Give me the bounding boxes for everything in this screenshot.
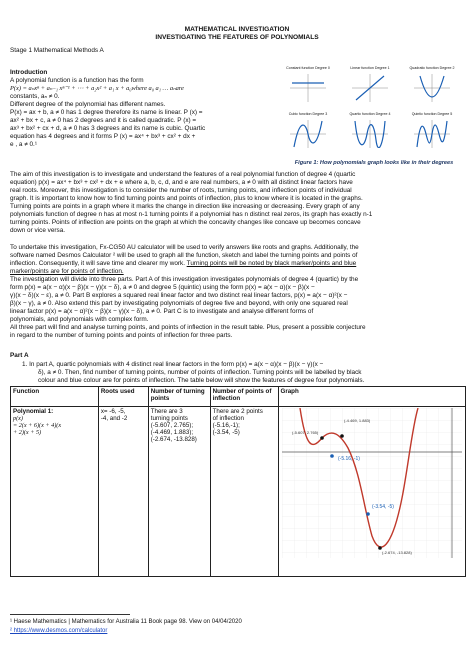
- para-line: form p(x) = a(x − α)(x − β)(x − γ)(x − δ), a ≠ 0 and degree 5 (quintic) using the form p(x) = a(x − α)(x − β)(x −: [10, 284, 315, 291]
- inflection-line: (-5.16,-1);: [212, 422, 240, 429]
- para-line: The aim of this investigation is to investigate and understand the features of a real polynomial function of degree 4 (quartic: [10, 171, 356, 178]
- para-line: graph. It is important to know how to find turning points and points of inflection, plus to know where it is located in the graphs.: [10, 195, 363, 202]
- cell-turning: [148, 407, 210, 577]
- graph-label-ip2: (-3.54, -5): [372, 504, 394, 510]
- panel-quadratic: [406, 66, 458, 102]
- para-line: 1. In part A, quartic polynomials with 4 distinct real linear factors in the form p(x) = a(x − α)(x − β)(x − γ)(x −: [22, 361, 324, 368]
- panel-label: Quartic function Degree 4: [349, 112, 391, 116]
- footnote-2-link[interactable]: ² https://www.desmos.com/calculator: [10, 628, 108, 634]
- header-graph: Graph: [278, 387, 466, 407]
- panel-label: Quintic function Degree 5: [411, 112, 453, 116]
- cell-inflection: [210, 407, 278, 577]
- stage-label: Stage 1 Mathematical Methods A: [10, 47, 104, 54]
- intro-line: equation has 4 degrees and it forms P (x) = ax⁴ + bx³ + cx² + dx +: [10, 133, 196, 140]
- turning-point-marker: [340, 434, 344, 438]
- para-line: polynomials function of degree n has at most n-1 turning points if a polynomial has n distinct real zeros, its graph has exactly n-1: [10, 211, 373, 218]
- panel-cubic: [282, 112, 334, 148]
- intro-line: Different degree of the polynomial has different names.: [10, 101, 166, 108]
- panel-label: Cubic function Degree 3: [288, 112, 328, 116]
- graph-label-tp2: (-4.469, 1.883): [344, 418, 371, 423]
- header-inflection: Number of points of inflection: [210, 387, 278, 407]
- roots-line: x= -6, -5,: [100, 408, 126, 415]
- function-title: Polynomial 1:: [13, 408, 54, 415]
- para-line: down or vice versa.: [10, 227, 66, 234]
- para-line: All three part will find and analyse turning points, and points of inflection in the result table. Plus, present a possible conjecture: [10, 324, 366, 331]
- turning-point-marker: [320, 436, 324, 440]
- header-roots: Roots used: [98, 387, 148, 407]
- panel-quartic: [344, 112, 396, 148]
- para-line: colour and blue colour are for points of inflection. The table below will show the features of degree four polynomials.: [38, 377, 365, 384]
- para-line: polynomials, and polynomials with complex form.: [10, 316, 149, 323]
- panel-label: Constant function Degree 0: [286, 66, 330, 70]
- graph-label-ip1: (-5.16, -1): [338, 456, 360, 462]
- footnote-1: ¹ Haese Mathematics | Mathematics for Australia 11 Book page 98. View on 04/04/2020: [10, 619, 242, 625]
- para-line: linear factor p(x) = a(x − α)²(x − β)(x − γ)(x − δ), a ≠ 0. Part C is to investigate and analyse different forms of: [10, 308, 314, 315]
- polynomial-graph: [282, 408, 462, 558]
- constant-graph-icon: [290, 74, 326, 102]
- inflection-line: of inflection: [212, 415, 244, 422]
- turning-line: (-4.469, 1.883);: [150, 429, 194, 436]
- quartic-graph-icon: [352, 120, 388, 148]
- turning-line: (-5.607, 2.765);: [150, 422, 194, 429]
- function-line: p(x): [13, 415, 23, 422]
- intro-line: constants, aₙ ≠ 0.: [10, 93, 60, 100]
- panel-label: Linear function Degree 1: [350, 66, 390, 70]
- table-header-row: [11, 387, 466, 407]
- underlined-note: marker/points are for points of inflection.: [10, 268, 124, 275]
- intro-line: e , a ≠ 0.¹: [10, 141, 37, 148]
- inflection-point-marker: [330, 454, 334, 458]
- quintic-graph-icon: [414, 120, 450, 148]
- intro-line: P(x) = ax + b, a ≠ 0 has 1 degree therefore its name is linear. P (x) =: [10, 109, 203, 116]
- doc-title: MATHEMATICAL INVESTIGATION: [184, 26, 290, 33]
- para-line: β)(x − γ), a ≠ 0. Also extend this part by investigating polynomials of degree five and beyond, with only one squared real: [10, 300, 348, 307]
- function-line: + 2)(x + 5): [13, 429, 42, 436]
- intro-line: ax³ + bx² + cx + d, a ≠ 0 has 3 degrees and its name is cubic. Quartic: [10, 125, 206, 132]
- footnote-divider: [10, 614, 130, 615]
- inflection-line: There are 2 points: [212, 408, 263, 415]
- figure-caption: Figure 1: How polynomials graph looks like in their degrees: [294, 160, 454, 166]
- para-line: turning points. Points of inflection are points on the graph at which the concavity changes like concave up becomes concave: [10, 219, 361, 226]
- underlined-note: Turning points will be noted by black marker/points and blue: [186, 260, 357, 267]
- para-text: inflection. Consequently, it will save time and clearer my work.: [10, 260, 187, 267]
- para-line: Turning points are points in a graph where it marks the change in direction like increasing or decreasing. Every graph of any: [10, 203, 360, 210]
- part-a-heading: Part A: [10, 352, 29, 359]
- para-line: [10, 260, 356, 268]
- header-turning: Number of turning points: [148, 387, 210, 407]
- cubic-graph-icon: [290, 120, 326, 148]
- para-line: The investigation will divide into three parts. Part A of this investigation investigates polynomials of degree 4 (quartic) by the: [10, 276, 359, 283]
- para-line: in regard to the number of turning points and points of inflection for three parts.: [10, 332, 233, 339]
- para-line: γ)(x − δ)(x − ε), a ≠ 0. Part B explores a squared real linear factor and two distinct real linear factors, p(x) = a(x − α)²(x −: [10, 292, 348, 299]
- inflection-point-marker: [366, 512, 370, 516]
- para-line: To undertake this investigation, Fx-CG50 AU calculator will be used to verify answers like roots and graphs. Additionally, the: [10, 244, 359, 251]
- cell-roots: [98, 407, 148, 577]
- turning-line: turning points: [150, 415, 188, 422]
- quadratic-graph-icon: [414, 74, 450, 102]
- header-function: Function: [11, 387, 99, 407]
- panel-quintic: [406, 112, 458, 148]
- intro-line: A polynomial function is a function has the form: [10, 77, 144, 84]
- figure-polynomial-degrees: [280, 64, 468, 166]
- function-line: = 2(x + 6)(x + 4)(x: [13, 422, 62, 429]
- roots-line: -4, and -2: [100, 415, 128, 422]
- doc-subtitle: INVESTIGATING THE FEATURES OF POLYNOMIALS: [155, 34, 319, 41]
- para-line: real roots. Moreover, this investigation is to consider the number of roots, turning points, and inflection points of individual: [10, 187, 352, 194]
- linear-graph-icon: [352, 74, 388, 102]
- panel-label: Quadratic function Degree 2: [409, 66, 455, 70]
- inflection-line: (-3.54, -5): [212, 429, 240, 436]
- panel-constant: [282, 66, 334, 102]
- graph-label-tp1: (-5.607, 2.765): [292, 430, 319, 435]
- para-line: δ), a ≠ 0. Then, find number of turning points, number of points of inflection. Turning points will be labelled by black: [38, 369, 362, 376]
- graph-label-tp3: (-2.674, -13.828): [382, 550, 412, 555]
- intro-line: P(x) = aₙxⁿ + aₙ₋₁ xⁿ⁻¹ + ⋯ + a₂x² + a₁ x + a₀where a₀ a₁ … aₙare: [10, 85, 184, 92]
- cell-function: [11, 407, 99, 577]
- para-line: software named Desmos Calculator ² will be used to graph all the function, sketch and label the turning points and points of: [10, 252, 358, 259]
- intro-line: ax² + bx + c, a ≠ 0 has 2 degrees and it is called quadratic. P (x) =: [10, 117, 197, 124]
- intro-heading: Introduction: [10, 69, 48, 76]
- panel-linear: [344, 66, 396, 102]
- turning-line: There are 3: [150, 408, 183, 415]
- turning-line: (-2.674, -13.828): [150, 436, 197, 443]
- para-line: equation) p(x) = ax⁴ + bx³ + cx² + dx + e where a, b, c, d, and e are real numbers, a ≠ 0 with all distinct linear factors have: [10, 179, 353, 186]
